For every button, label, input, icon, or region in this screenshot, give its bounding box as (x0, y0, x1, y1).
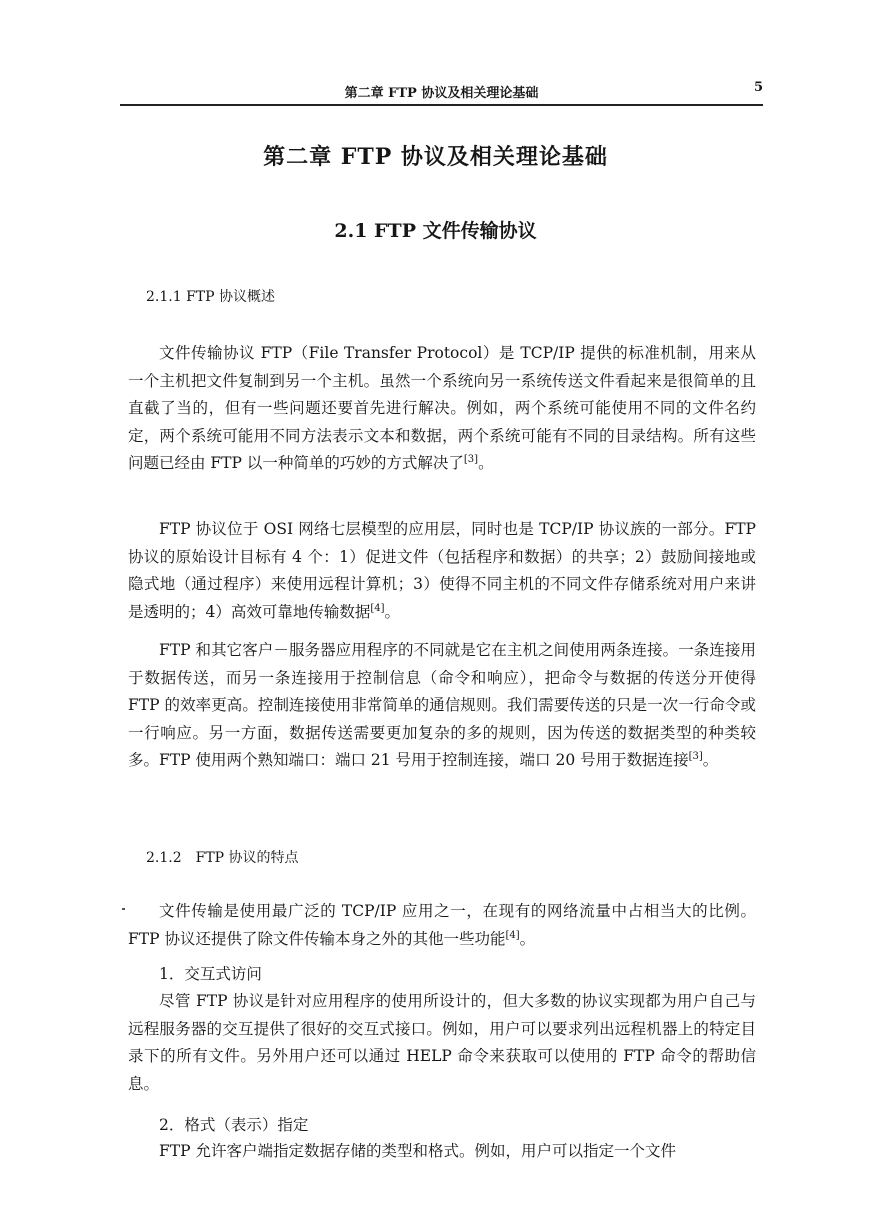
paragraph-text: 文件传输协议 FTP（File Transfer Protocol）是 TCP/IP 提供的标准机制，用来从一个主机把文件复制到另一个主机。虽然一个系统向另一系统传送文件看起来是很简单的且直截了当的，但有一些问题还要首先进行解决。例如，两个系统可能使用不同的文件名约定，两个系统可能用不同方法表示文本和数据，两个系统可能有不同的目录结构。所有这些问题已经由 FTP 以一种简单的巧妙的方式解决了 (128, 344, 756, 472)
paragraph-end: 。 (384, 602, 401, 621)
paragraph-end: 。 (702, 751, 719, 769)
list-item-interactive-access: 1．交互式访问 (159, 965, 262, 983)
paragraph-text: FTP 协议位于 OSI 网络七层模型的应用层，同时也是 TCP/IP 协议族的一部分。FTP 协议的原始设计目标有 4 个：1）促进文件（包括程序和数据）的共享；2）鼓励间接地或隐式地（通过程序）来使用远程计算机；3）使得不同主机的不同文件存储系统对用户来讲是透明的；4）高效可靠地传输数据 (128, 520, 756, 621)
subsection-heading-2-1-1: 2.1.1 FTP 协议概述 (146, 289, 275, 305)
paragraph-text: 文件传输是使用最广泛的 TCP/IP 应用之一，在现有的网络流量中占相当大的比例。FTP 协议还提供了除文件传输本身之外的其他一些功能 (128, 902, 756, 948)
page-number: 5 (753, 80, 763, 95)
paragraph-interactive-access: 尽管 FTP 协议是针对应用程序的使用所设计的，但大多数的协议实现都为用户自己与远程服务器的交互提供了很好的交互式接口。例如，用户可以要求列出远程机器上的特定目录下的所有文件。另外用户还可以通过 HELP 命令来获取可以使用的 FTP 命令的帮助信息。 (128, 992, 756, 1093)
list-item-format-specification: 2．格式（表示）指定 (159, 1116, 309, 1134)
running-header (120, 80, 763, 106)
running-title: 第二章 FTP 协议及相关理论基础 (344, 86, 539, 101)
citation-ref: [4] (505, 929, 520, 941)
paragraph-format-specification: FTP 允许客户端指定数据存储的类型和格式。例如，用户可以指定一个文件 (159, 1142, 676, 1160)
paragraph-ftp-features (128, 898, 756, 953)
citation-ref: [3] (688, 750, 703, 762)
section-title: 2.1 FTP 文件传输协议 (334, 220, 537, 242)
paragraph-ftp-overview (128, 340, 756, 478)
paragraph-end: 。 (478, 454, 494, 472)
paragraph-ftp-goals (128, 516, 756, 626)
citation-ref: [4] (370, 602, 385, 614)
paragraph-end: 。 (519, 929, 536, 948)
citation-ref: [3] (463, 453, 479, 465)
chapter-title: 第二章 FTP 协议及相关理论基础 (263, 144, 608, 170)
paragraph-ftp-connections (128, 637, 756, 775)
subsection-heading-2-1-2: 2.1.2 FTP 协议的特点 (146, 850, 299, 866)
paragraph-text: FTP 和其它客户－服务器应用程序的不同就是它在主机之间使用两条连接。一条连接用于数据传送，而另一条连接用于控制信息（命令和响应），把命令与数据的传送分开使得 FTP 的效率更高。控制连接使用非常简单的通信规则。我们需要传送的只是一次一行命令或一行响应。另一方面，数据传送需要更加复杂的多的规则，因为传送的数据类型的种类较多。FTP 使用两个熟知端口：端口 21 号用于控制连接，端口 20 号用于数据连接 (128, 641, 756, 769)
margin-mark (122, 908, 125, 910)
